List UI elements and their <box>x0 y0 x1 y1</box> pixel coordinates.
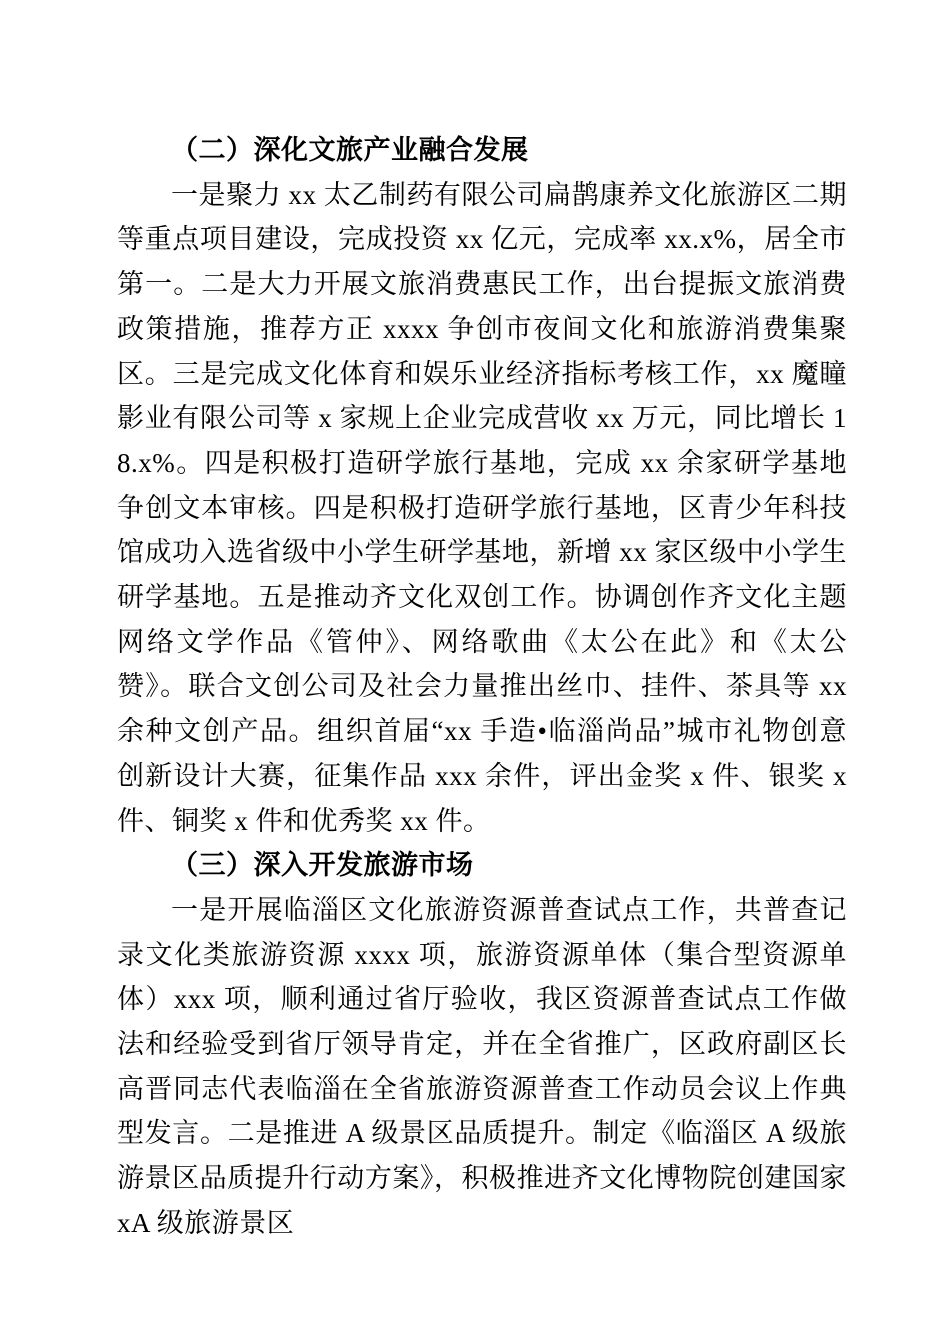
section-heading-3: （三）深入开发旅游市场 <box>171 850 474 881</box>
section-heading-2: （二）深化文旅产业融合发展 <box>171 135 529 165</box>
section-2-paragraph: 一是聚力 xx 太乙制药有限公司扁鹊康养文化旅游区二期等重点项目建设，完成投资 xx 亿元，完成率 xx.x%，居全市第一。二是大力开展文旅消费惠民工作，出台提振文旅消费政策措施，推荐方正 xxxx 争创市夜间文化和旅游消费集聚区。三是完成文化体育和娱乐业经济指标考核工作，xx 魔瞳影业有限公司等 x 家规上企业完成营收 xx 万元，同比增长 18.x%。四是积极打造研学旅行基地，完成 xx 余家研学基地争创文本审核。四是积极打造研学旅行基地，区青少年科技馆成功入选省级中小学生研学基地，新增 xx 家区级中小学生研学基地。五是推动齐文化双创工作。协调创作齐文化主题网络文学作品《管仲》、网络歌曲《太公在此》和《太公赞》。联合文创公司及社会力量推出丝巾、挂件、茶具等 xx 余种文创产品。组织首届“xx 手造•临淄尚品”城市礼物创意创新设计大赛，征集作品 xxx 余件，评出金奖 x 件、银奖 x 件、铜奖 x 件和优秀奖 xx 件。 <box>117 179 847 836</box>
section-3-paragraph: 一是开展临淄区文化旅游资源普查试点工作，共普查记录文化类旅游资源 xxxx 项，旅游资源单体（集合型资源单体）xxx 项，顺利通过省厅验收，我区资源普查试点工作做法和经验受到省厅领导肯定，并在全省推广，区政府副区长高晋同志代表临淄在全省旅游资源普查工作动员会议上作典型发言。二是推进 A 级景区品质提升。制定《临淄区 A 级旅游景区品质提升行动方案》，积极推进齐文化博物院创建国家 xA 级旅游景区 <box>117 894 847 1238</box>
document-body <box>117 128 847 1246</box>
